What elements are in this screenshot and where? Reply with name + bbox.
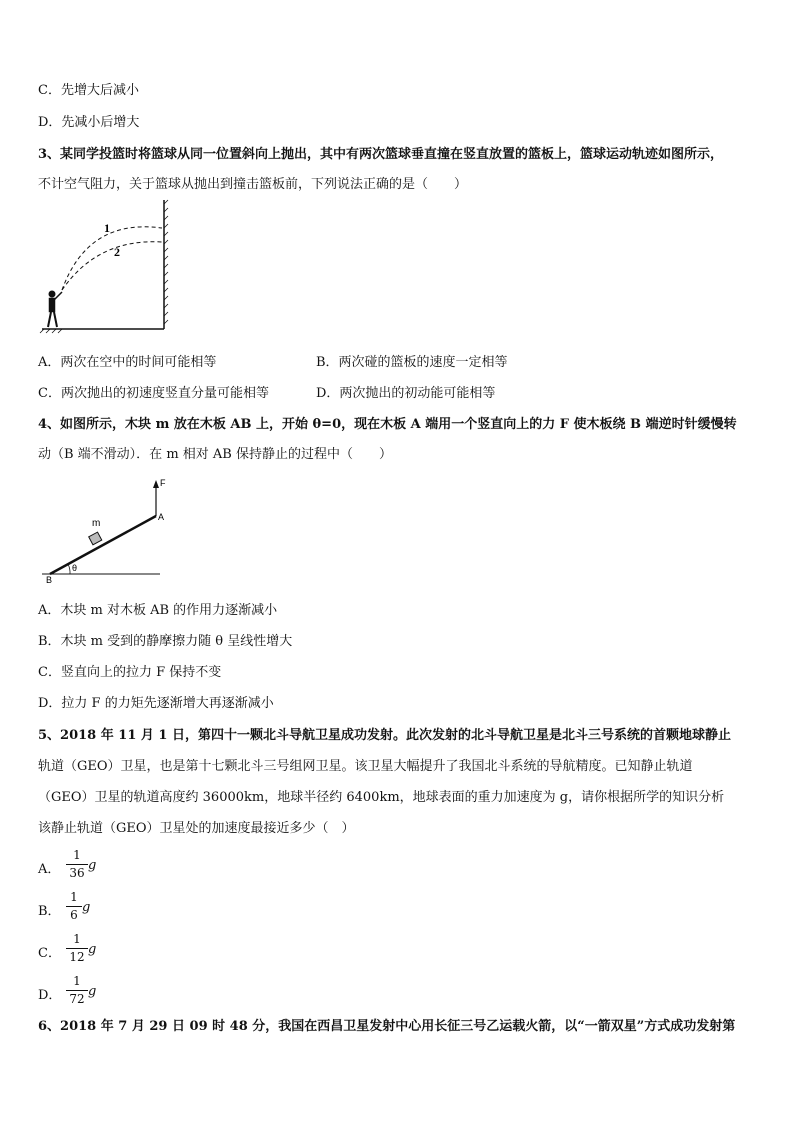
q5-option-a-unit: g bbox=[88, 858, 97, 873]
q3-stem-line1: 3、某同学投篮时将篮球从同一位置斜向上抛出，其中有两次篮球垂直撞在竖直放置的篮板上，篮球运动轨迹如图所示， bbox=[38, 147, 724, 162]
q5-option-c-denominator: 12 bbox=[69, 950, 85, 964]
q4-option-b: B．木块 m 受到的静摩擦力随 θ 呈线性增大 bbox=[38, 634, 293, 649]
q4-option-c: C．竖直向上的拉力 F 保持不变 bbox=[38, 665, 222, 680]
q5-option-d-label: D． bbox=[38, 988, 62, 1003]
q5-option-b-numerator: 1 bbox=[70, 890, 78, 904]
q2-option-c: C．先增大后减小 bbox=[38, 83, 139, 98]
q5-stem-line1: 5、2018 年 11 月 1 日，第四十一颗北斗导航卫星成功发射。此次发射的北斗导航卫星是北斗三号系统的首颗地球静止 bbox=[38, 728, 731, 743]
q3-option-a: A．两次在空中的时间可能相等 bbox=[38, 355, 217, 370]
q3-option-b: B．两次碰的篮板的速度一定相等 bbox=[316, 355, 508, 370]
q5-option-a-denominator: 36 bbox=[69, 866, 85, 880]
q5-option-b-label: B． bbox=[38, 904, 61, 919]
q3-stem-line2: 不计空气阻力，关于篮球从抛出到撞击篮板前，下列说法正确的是（ ） bbox=[38, 177, 468, 192]
q3-option-d: D．两次抛出的初动能可能相等 bbox=[316, 386, 496, 401]
q3-option-c: C．两次抛出的初速度竖直分量可能相等 bbox=[38, 386, 269, 401]
q5-option-b-unit: g bbox=[82, 900, 91, 915]
q5-option-d-numerator: 1 bbox=[73, 974, 81, 988]
q2-option-d: D．先减小后增大 bbox=[38, 115, 140, 130]
q4-fig-label-m: m bbox=[92, 518, 101, 529]
q5-option-c-unit: g bbox=[88, 942, 97, 957]
q5-option-d-unit: g bbox=[88, 984, 97, 999]
q4-option-a: A．木块 m 对木板 AB 的作用力逐渐减小 bbox=[38, 603, 278, 618]
q5-stem-line4: 该静止轨道（GEO）卫星处的加速度最接近多少（ ） bbox=[38, 821, 355, 836]
q5-option-d-denominator: 72 bbox=[69, 992, 85, 1006]
q4-fig-label-theta: θ bbox=[72, 563, 78, 573]
q4-figure-inclined-board bbox=[38, 474, 168, 584]
q5-option-b-denominator: 6 bbox=[70, 908, 78, 922]
q5-option-a-numerator: 1 bbox=[73, 848, 81, 862]
q6-stem-line1: 6、2018 年 7 月 29 日 09 时 48 分，我国在西昌卫星发射中心用长征三号乙运载火箭，以“一箭双星”方式成功发射第 bbox=[38, 1019, 736, 1034]
q4-fig-label-a: A bbox=[158, 512, 165, 522]
q5-option-c-numerator: 1 bbox=[73, 932, 81, 946]
q4-stem-line1: 4、如图所示，木块 m 放在木板 AB 上，开始 θ=0，现在木板 A 端用一个竖直向上的力 F 使木板绕 B 端逆时针缓慢转 bbox=[38, 417, 737, 432]
q4-fig-label-b: B bbox=[46, 575, 53, 584]
q5-stem-line3: （GEO）卫星的轨道高度约 36000km，地球半径约 6400km，地球表面的重力加速度为 g，请你根据所学的知识分析 bbox=[38, 790, 725, 805]
q5-option-a-label: A． bbox=[38, 862, 61, 877]
q5-stem-line2: 轨道（GEO）卫星，也是第十七颗北斗三号组网卫星。该卫星大幅提升了我国北斗系统的导航精度。已知静止轨道 bbox=[38, 759, 693, 774]
q4-fig-label-f: F bbox=[160, 478, 166, 488]
q3-fig-label-2: 2 bbox=[114, 245, 120, 259]
q4-option-d: D．拉力 F 的力矩先逐渐增大再逐渐减小 bbox=[38, 696, 274, 711]
q4-stem-line2: 动（B 端不滑动）．在 m 相对 AB 保持静止的过程中（ ） bbox=[38, 447, 392, 462]
q5-option-c-label: C． bbox=[38, 946, 61, 961]
q3-fig-label-1: 1 bbox=[104, 221, 110, 235]
q3-figure-basketball-trajectories bbox=[38, 198, 178, 334]
